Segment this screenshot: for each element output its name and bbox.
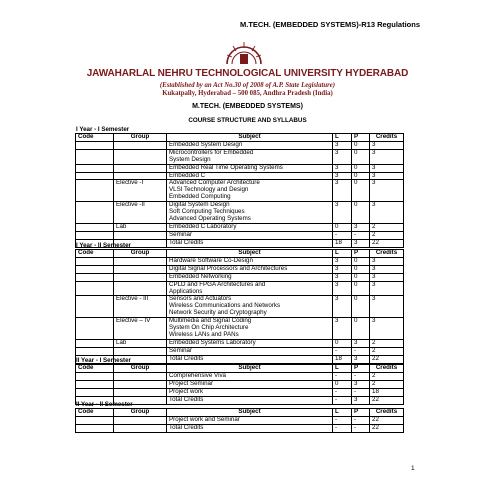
credits-value-text: 3	[372, 201, 376, 209]
code-cell	[76, 172, 114, 180]
header-code: Code	[76, 365, 114, 373]
credits-value-text: 18	[372, 387, 379, 395]
header-l: L	[333, 365, 352, 373]
header-credits: Credits	[370, 409, 404, 417]
credits-value-cell	[370, 202, 404, 224]
header-l: L	[333, 409, 352, 417]
group-cell	[114, 223, 167, 231]
code-cell	[76, 164, 114, 172]
p-value-text: 0	[354, 256, 358, 264]
credits-value-text: 3	[372, 179, 376, 187]
l-value-text: 3	[335, 280, 339, 288]
code-cell	[76, 180, 114, 202]
p-value-text: 3	[354, 379, 358, 387]
subject-text: Project Seminar	[169, 379, 214, 387]
l-value-cell	[333, 296, 352, 318]
credits-value-text: 2	[372, 338, 376, 346]
table-row	[76, 424, 404, 432]
subject-cell	[167, 296, 333, 318]
table-row	[76, 180, 404, 202]
group-cell	[114, 257, 167, 265]
table-row	[76, 202, 404, 224]
subject-text: Embedded Real Time Operating Systems	[169, 163, 283, 171]
program-title: M.TECH. (EMBEDDED SYSTEMS)	[192, 103, 303, 110]
header-group: Group	[114, 250, 167, 258]
header-group: Group	[114, 134, 167, 142]
subject-cell	[167, 424, 333, 432]
code-cell	[76, 380, 114, 388]
university-address: Kukatpally, Hyderabad – 500 085, Andhra Pradesh (India)	[162, 90, 333, 97]
credits-value-cell	[370, 318, 404, 340]
credits-value-text: 22	[372, 395, 379, 403]
p-value-text: 0	[354, 317, 358, 325]
p-value-cell	[352, 296, 370, 318]
code-cell	[76, 257, 114, 265]
p-value-cell	[352, 239, 370, 247]
table-row	[76, 318, 404, 340]
credits-value-text: 22	[372, 415, 379, 423]
table-row	[76, 281, 404, 296]
subject-text: Embedded System Design	[169, 140, 243, 148]
credits-value-text: 3	[372, 280, 376, 288]
l-value-text: -	[335, 230, 338, 238]
p-value-text: -	[354, 387, 357, 395]
l-value-cell	[333, 239, 352, 247]
p-value-text: 0	[354, 280, 358, 288]
group-cell	[114, 180, 167, 202]
credits-value-text: 3	[372, 171, 376, 179]
group-cell	[114, 281, 167, 296]
semester-title-1-2: I Year - II Semester	[76, 242, 131, 249]
l-value-cell	[333, 355, 352, 363]
l-value-text: -	[335, 423, 338, 431]
credits-value-text: 2	[372, 371, 376, 379]
l-value-text: 3	[335, 317, 339, 325]
credits-value-text: 22	[372, 238, 379, 246]
credits-value-text: 2	[372, 346, 376, 354]
header-l: L	[333, 134, 352, 142]
code-cell	[76, 424, 114, 432]
credits-value-cell	[370, 281, 404, 296]
credits-value-cell	[370, 396, 404, 404]
subject-cell	[167, 281, 333, 296]
l-value-text: 3	[335, 148, 339, 156]
l-value-text: -	[335, 346, 338, 354]
l-value-text: 3	[335, 140, 339, 148]
code-cell	[76, 416, 114, 424]
subject-text: Comprehensive Viva	[169, 371, 226, 379]
subject-text: Project work	[169, 387, 204, 395]
section-title: COURSE STRUCTURE AND SYLLABUS	[188, 117, 307, 124]
code-cell	[76, 273, 114, 281]
credits-value-text: 22	[372, 423, 379, 431]
group-cell	[114, 339, 167, 347]
table-row	[76, 296, 404, 318]
credits-value-text: 3	[372, 295, 376, 303]
establishment-note: (Established by an Act No.30 of 2008 of A.P. State Legislature)	[159, 82, 336, 89]
p-value-text: 0	[354, 148, 358, 156]
l-value-text: 3	[335, 179, 339, 187]
credits-value-text: 3	[372, 256, 376, 264]
group-cell	[114, 149, 167, 164]
header-credits: Credits	[370, 365, 404, 373]
header-subject: Subject	[167, 250, 333, 258]
code-cell	[76, 339, 114, 347]
header-subject: Subject	[167, 365, 333, 373]
code-cell	[76, 372, 114, 380]
subject-cell	[167, 202, 333, 224]
code-cell	[76, 388, 114, 396]
table-row	[76, 149, 404, 164]
p-value-text: 3	[354, 222, 358, 230]
credits-value-cell	[370, 239, 404, 247]
subject-text: Digital System Design Soft Computing Techniques Advanced Operating Systems	[169, 201, 251, 222]
p-value-text: 0	[354, 272, 358, 280]
code-cell	[76, 223, 114, 231]
subject-text: Project work and Seminar	[169, 415, 240, 423]
credits-value-text: 3	[372, 264, 376, 272]
header-group: Group	[114, 409, 167, 417]
subject-text: Embedded C	[169, 171, 206, 179]
l-value-cell	[333, 180, 352, 202]
credits-value-text: 2	[372, 230, 376, 238]
code-cell	[76, 202, 114, 224]
credits-value-text: 3	[372, 163, 376, 171]
credits-value-cell	[370, 180, 404, 202]
group-cell	[114, 372, 167, 380]
group-text: Elective -I	[116, 179, 144, 187]
course-table-2-1	[75, 364, 404, 405]
group-cell	[114, 388, 167, 396]
header-group: Group	[114, 365, 167, 373]
group-cell	[114, 202, 167, 224]
header-p: P	[352, 250, 370, 258]
p-value-text: -	[354, 346, 357, 354]
group-cell	[114, 273, 167, 281]
l-value-text: 18	[335, 354, 342, 362]
l-value-text: 0	[335, 222, 339, 230]
header-l: L	[333, 250, 352, 258]
credits-value-text: 3	[372, 140, 376, 148]
credits-value-cell	[370, 355, 404, 363]
regulation-header: M.TECH. (EMBEDDED SYSTEMS)-R13 Regulations	[239, 20, 420, 29]
p-value-text: -	[354, 230, 357, 238]
code-cell	[76, 318, 114, 340]
header-code: Code	[76, 134, 114, 142]
p-value-text: 0	[354, 201, 358, 209]
p-value-text: -	[354, 371, 357, 379]
code-cell	[76, 296, 114, 318]
code-cell	[76, 141, 114, 149]
l-value-text: 18	[335, 238, 342, 246]
subject-text: Digital Signal Processors and Architectures	[169, 264, 288, 272]
group-cell	[114, 347, 167, 355]
group-cell	[114, 141, 167, 149]
l-value-text: 3	[335, 201, 339, 209]
subject-text: Embedded Systems Laboratory	[169, 338, 256, 346]
group-cell	[114, 416, 167, 424]
subject-text: Total Credits	[169, 238, 204, 246]
p-value-cell	[352, 424, 370, 432]
subject-cell	[167, 396, 333, 404]
p-value-text: 3	[354, 238, 358, 246]
subject-cell	[167, 355, 333, 363]
subject-cell	[167, 180, 333, 202]
semester-title-1-1: I Year - I Semester	[76, 126, 130, 133]
header-p: P	[352, 409, 370, 417]
course-table-1-2	[75, 249, 404, 364]
credits-value-text: 2	[372, 379, 376, 387]
p-value-cell	[352, 355, 370, 363]
subject-text: CPLD and FPGA Architectures and Applications	[169, 280, 266, 295]
p-value-text: 0	[354, 140, 358, 148]
p-value-cell	[352, 281, 370, 296]
p-value-text: 0	[354, 179, 358, 187]
p-value-cell	[352, 202, 370, 224]
subject-text: Multimedia and Signal Coding System On Chip Architecture Wireless LANs and PANs	[169, 317, 252, 338]
p-value-text: -	[354, 423, 357, 431]
header-p: P	[352, 134, 370, 142]
header-p: P	[352, 365, 370, 373]
semester-title-2-2: II Year - II Semester	[76, 401, 133, 408]
group-text: Lab	[116, 338, 127, 346]
l-value-cell	[333, 396, 352, 404]
group-text: Elective -II	[116, 201, 145, 209]
p-value-cell	[352, 180, 370, 202]
subject-text: Total Credits	[169, 395, 204, 403]
group-text: Elective - III	[116, 295, 149, 303]
p-value-text: 3	[354, 354, 358, 362]
p-value-text: 0	[354, 295, 358, 303]
l-value-text: -	[335, 415, 338, 423]
subject-text: Hardware Software Co-Design	[169, 256, 253, 264]
credits-value-text: 3	[372, 272, 376, 280]
l-value-text: 3	[335, 272, 339, 280]
group-cell	[114, 318, 167, 340]
p-value-text: 3	[354, 395, 358, 403]
university-logo-icon	[223, 40, 265, 66]
subject-text: Seminar	[169, 230, 193, 238]
subject-text: Total Credits	[169, 354, 204, 362]
l-value-cell	[333, 424, 352, 432]
p-value-text: 0	[354, 171, 358, 179]
l-value-cell	[333, 281, 352, 296]
subject-cell	[167, 239, 333, 247]
l-value-text: -	[335, 387, 338, 395]
l-value-cell	[333, 318, 352, 340]
p-value-text: 0	[354, 163, 358, 171]
l-value-text: -	[335, 371, 338, 379]
p-value-cell	[352, 396, 370, 404]
subject-text: Microcontrollers for Embedded System Design	[169, 148, 254, 163]
code-cell	[76, 281, 114, 296]
credits-value-text: 3	[372, 317, 376, 325]
l-value-cell	[333, 149, 352, 164]
subject-text: Sensors and Actuators Wireless Communications and Networks Network Security and Cryptography	[169, 295, 281, 317]
p-value-text: 0	[354, 264, 358, 272]
code-cell	[76, 265, 114, 273]
code-cell	[76, 231, 114, 239]
l-value-text: 3	[335, 264, 339, 272]
credits-value-text: 3	[372, 148, 376, 156]
subject-cell	[167, 318, 333, 340]
group-text: Lab	[116, 222, 127, 230]
credits-value-text: 2	[372, 222, 376, 230]
header-code: Code	[76, 409, 114, 417]
subject-text: Embedded Networking	[169, 272, 232, 280]
credits-value-cell	[370, 149, 404, 164]
l-value-text: 3	[335, 256, 339, 264]
l-value-text: 3	[335, 171, 339, 179]
p-value-text: 3	[354, 338, 358, 346]
credits-value-cell	[370, 296, 404, 318]
credits-value-text: 22	[372, 354, 379, 362]
course-table-2-2	[75, 408, 404, 433]
l-value-cell	[333, 202, 352, 224]
subject-text: Advanced Computer Architecture VLSI Technology and Design Embedded Computing	[169, 179, 260, 201]
l-value-text: 0	[335, 379, 339, 387]
course-table-1-1	[75, 133, 404, 248]
code-cell	[76, 149, 114, 164]
group-cell	[114, 296, 167, 318]
group-cell	[114, 265, 167, 273]
header-subject: Subject	[167, 409, 333, 417]
l-value-text: 0	[335, 338, 339, 346]
semester-title-2-1: II Year - I Semester	[76, 357, 131, 364]
subject-text: Total Credits	[169, 423, 204, 431]
p-value-cell	[352, 318, 370, 340]
group-text: Elective – IV	[116, 317, 151, 325]
l-value-text: 3	[335, 163, 339, 171]
group-cell	[114, 164, 167, 172]
university-name: JAWAHARLAL NEHRU TECHNOLOGICAL UNIVERSITY HYDERABAD	[86, 68, 409, 79]
p-value-text: -	[354, 415, 357, 423]
header-credits: Credits	[370, 250, 404, 258]
p-value-cell	[352, 149, 370, 164]
l-value-text: -	[335, 395, 338, 403]
code-cell	[76, 347, 114, 355]
header-subject: Subject	[167, 134, 333, 142]
header-credits: Credits	[370, 134, 404, 142]
group-cell	[114, 424, 167, 432]
header-code: Code	[76, 250, 114, 258]
subject-text: Seminar	[169, 346, 193, 354]
group-cell	[114, 231, 167, 239]
l-value-text: 3	[335, 295, 339, 303]
subject-cell	[167, 149, 333, 164]
subject-text: Embedded C Laboratory	[169, 222, 237, 230]
group-cell	[114, 380, 167, 388]
page-number: 1	[411, 465, 415, 472]
credits-value-cell	[370, 424, 404, 432]
